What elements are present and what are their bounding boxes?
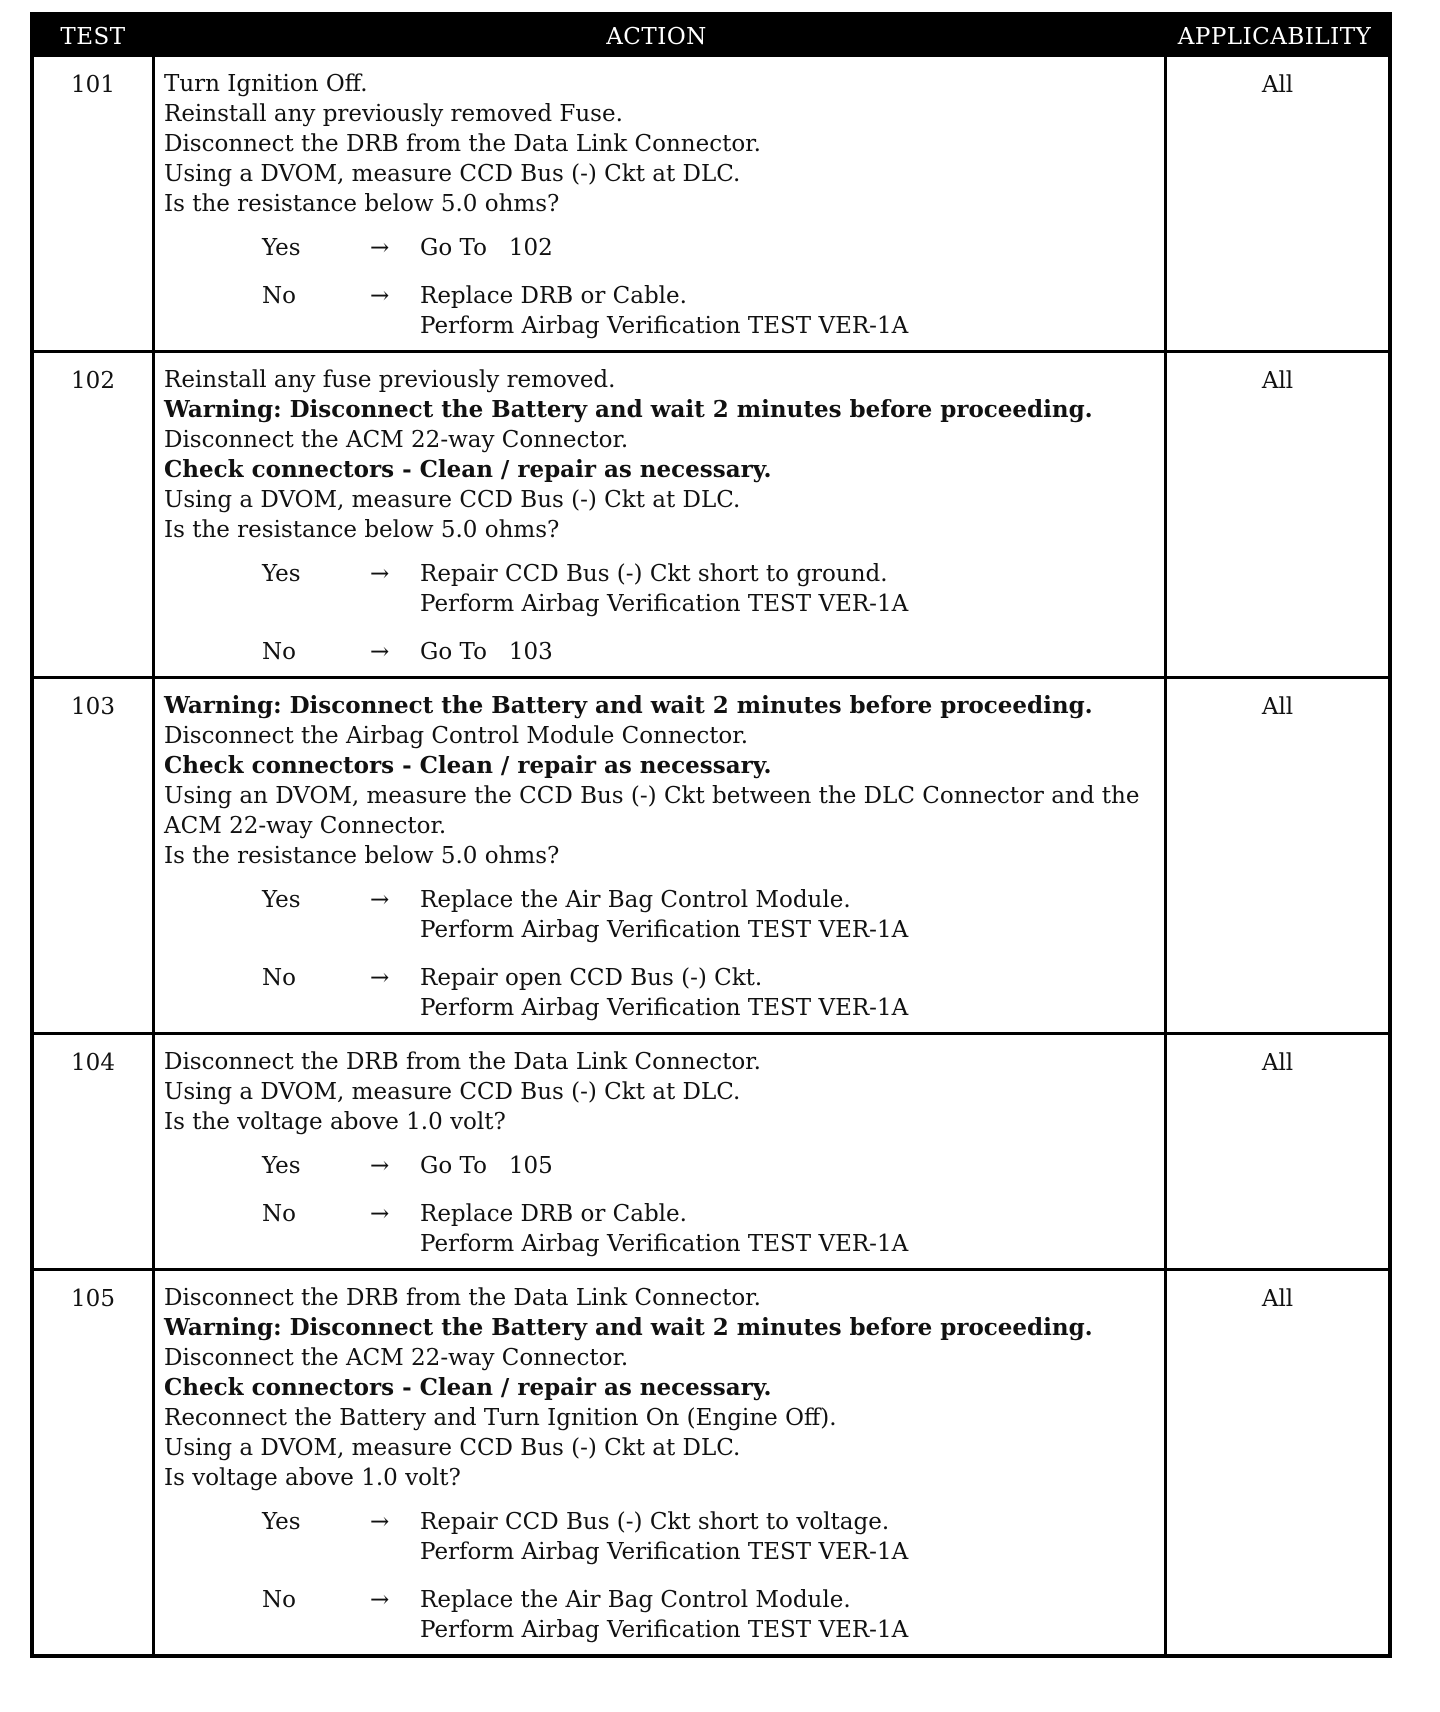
- applicability-cell: All: [1261, 368, 1294, 394]
- branch-result: [420, 559, 1164, 619]
- action-line: Using a DVOM, measure CCD Bus (-) Ckt at DLC.: [164, 1435, 741, 1461]
- action-line: Reinstall any previously removed Fuse.: [164, 101, 623, 127]
- branch-no: [164, 281, 1164, 341]
- branch-label: No: [262, 1587, 296, 1613]
- warning-line: Warning: Disconnect the Battery and wait 2 minutes before proceeding.: [164, 692, 1093, 719]
- action-line: Turn Ignition Off.: [164, 71, 368, 97]
- result-line: Go To 103: [420, 639, 553, 665]
- branch-yes: [164, 233, 1164, 263]
- branch-result: [420, 963, 1164, 1023]
- arrow-icon: →: [370, 887, 390, 913]
- test-number: 104: [71, 1050, 115, 1076]
- action-line: Disconnect the DRB from the Data Link Connector.: [164, 131, 761, 157]
- action-cell: [155, 1271, 1164, 1654]
- arrow-icon: →: [370, 235, 390, 261]
- result-line: Perform Airbag Verification TEST VER-1A: [420, 1231, 909, 1257]
- branch-label: No: [262, 283, 296, 309]
- action-line: Is the voltage above 1.0 volt?: [164, 1109, 506, 1135]
- test-number: 103: [71, 694, 115, 720]
- action-line: Using an DVOM, measure the CCD Bus (-) Ckt between the DLC Connector and the: [164, 783, 1140, 809]
- branch-no: [164, 963, 1164, 1023]
- branch-no: [164, 1199, 1164, 1259]
- action-line: Using a DVOM, measure CCD Bus (-) Ckt at DLC.: [164, 1079, 741, 1105]
- action-line: Using a DVOM, measure CCD Bus (-) Ckt at DLC.: [164, 161, 741, 187]
- branch-list: [164, 885, 1164, 1023]
- arrow-icon: →: [370, 1509, 390, 1535]
- result-line: Repair CCD Bus (-) Ckt short to ground.: [420, 561, 888, 587]
- warning-line: Warning: Disconnect the Battery and wait 2 minutes before proceeding.: [164, 1314, 1093, 1341]
- branch-yes: [164, 885, 1164, 945]
- branch-yes: [164, 1507, 1164, 1567]
- table-row: [34, 1268, 1388, 1654]
- result-line: Perform Airbag Verification TEST VER-1A: [420, 591, 909, 617]
- arrow-icon: →: [370, 639, 390, 665]
- branch-result: [420, 1199, 1164, 1259]
- branch-label: Yes: [262, 1509, 301, 1535]
- action-line: Reinstall any fuse previously removed.: [164, 367, 616, 393]
- action-line: Disconnect the DRB from the Data Link Connector.: [164, 1285, 761, 1311]
- applicability-cell: All: [1261, 1050, 1294, 1076]
- action-line: ACM 22-way Connector.: [164, 813, 447, 839]
- arrow-icon: →: [370, 965, 390, 991]
- warning-line: Check connectors - Clean / repair as necessary.: [164, 1374, 772, 1401]
- arrow-icon: →: [370, 283, 390, 309]
- applicability-cell: All: [1261, 72, 1294, 98]
- action-line: Is the resistance below 5.0 ohms?: [164, 843, 560, 869]
- branch-result: [420, 885, 1164, 945]
- action-line: Disconnect the DRB from the Data Link Connector.: [164, 1049, 761, 1075]
- warning-line: Check connectors - Clean / repair as necessary.: [164, 752, 772, 779]
- header-test: TEST: [60, 23, 126, 50]
- branch-result: [420, 1585, 1164, 1645]
- branch-no: [164, 1585, 1164, 1645]
- test-number: 101: [71, 72, 115, 98]
- applicability-cell: All: [1261, 694, 1294, 720]
- branch-list: [164, 1151, 1164, 1259]
- table-row: [34, 676, 1388, 1032]
- branch-label: No: [262, 965, 296, 991]
- action-cell: [155, 1035, 1164, 1268]
- warning-line: Check connectors - Clean / repair as necessary.: [164, 456, 772, 483]
- result-line: Perform Airbag Verification TEST VER-1A: [420, 313, 909, 339]
- result-line: Repair open CCD Bus (-) Ckt.: [420, 965, 763, 991]
- arrow-icon: →: [370, 1201, 390, 1227]
- branch-result: [420, 233, 1164, 263]
- diagnostic-test-table: [30, 12, 1392, 1658]
- action-line: Is voltage above 1.0 volt?: [164, 1465, 461, 1491]
- result-line: Go To 105: [420, 1153, 553, 1179]
- branch-result: [420, 637, 1164, 667]
- branch-label: No: [262, 639, 296, 665]
- result-line: Go To 102: [420, 235, 553, 261]
- header-applicability: APPLICABILITY: [1177, 23, 1372, 50]
- table-row: [34, 350, 1388, 676]
- branch-result: [420, 1507, 1164, 1567]
- action-line: Using a DVOM, measure CCD Bus (-) Ckt at DLC.: [164, 487, 741, 513]
- action-cell: [155, 57, 1164, 350]
- branch-list: [164, 559, 1164, 667]
- arrow-icon: →: [370, 561, 390, 587]
- action-cell: [155, 353, 1164, 676]
- action-line: Reconnect the Battery and Turn Ignition On (Engine Off).: [164, 1405, 837, 1431]
- result-line: Repair CCD Bus (-) Ckt short to voltage.: [420, 1509, 890, 1535]
- result-line: Replace DRB or Cable.: [420, 1201, 687, 1227]
- action-line: Is the resistance below 5.0 ohms?: [164, 517, 560, 543]
- branch-label: Yes: [262, 887, 301, 913]
- action-line: Is the resistance below 5.0 ohms?: [164, 191, 560, 217]
- branch-label: No: [262, 1201, 296, 1227]
- branch-yes: [164, 559, 1164, 619]
- arrow-icon: →: [370, 1153, 390, 1179]
- branch-label: Yes: [262, 235, 301, 261]
- branch-yes: [164, 1151, 1164, 1181]
- result-line: Replace the Air Bag Control Module.: [420, 1587, 851, 1613]
- arrow-icon: →: [370, 1587, 390, 1613]
- result-line: Perform Airbag Verification TEST VER-1A: [420, 995, 909, 1021]
- action-cell: [155, 679, 1164, 1032]
- applicability-cell: All: [1261, 1286, 1294, 1312]
- branch-no: [164, 637, 1164, 667]
- branch-label: Yes: [262, 1153, 301, 1179]
- result-line: Replace the Air Bag Control Module.: [420, 887, 851, 913]
- result-line: Perform Airbag Verification TEST VER-1A: [420, 1617, 909, 1643]
- table-row: [34, 57, 1388, 350]
- result-line: Perform Airbag Verification TEST VER-1A: [420, 1539, 909, 1565]
- branch-result: [420, 281, 1164, 341]
- header-action: ACTION: [606, 23, 707, 50]
- action-line: Disconnect the ACM 22-way Connector.: [164, 1345, 629, 1371]
- branch-list: [164, 233, 1164, 341]
- action-line: Disconnect the ACM 22-way Connector.: [164, 427, 629, 453]
- table-header: [34, 16, 1388, 57]
- branch-label: Yes: [262, 561, 301, 587]
- table-body: [34, 57, 1388, 1654]
- branch-list: [164, 1507, 1164, 1645]
- test-number: 102: [71, 368, 115, 394]
- test-number: 105: [71, 1286, 115, 1312]
- warning-line: Warning: Disconnect the Battery and wait 2 minutes before proceeding.: [164, 396, 1093, 423]
- table-row: [34, 1032, 1388, 1268]
- action-line: Disconnect the Airbag Control Module Connector.: [164, 723, 749, 749]
- result-line: Perform Airbag Verification TEST VER-1A: [420, 917, 909, 943]
- branch-result: [420, 1151, 1164, 1181]
- result-line: Replace DRB or Cable.: [420, 283, 687, 309]
